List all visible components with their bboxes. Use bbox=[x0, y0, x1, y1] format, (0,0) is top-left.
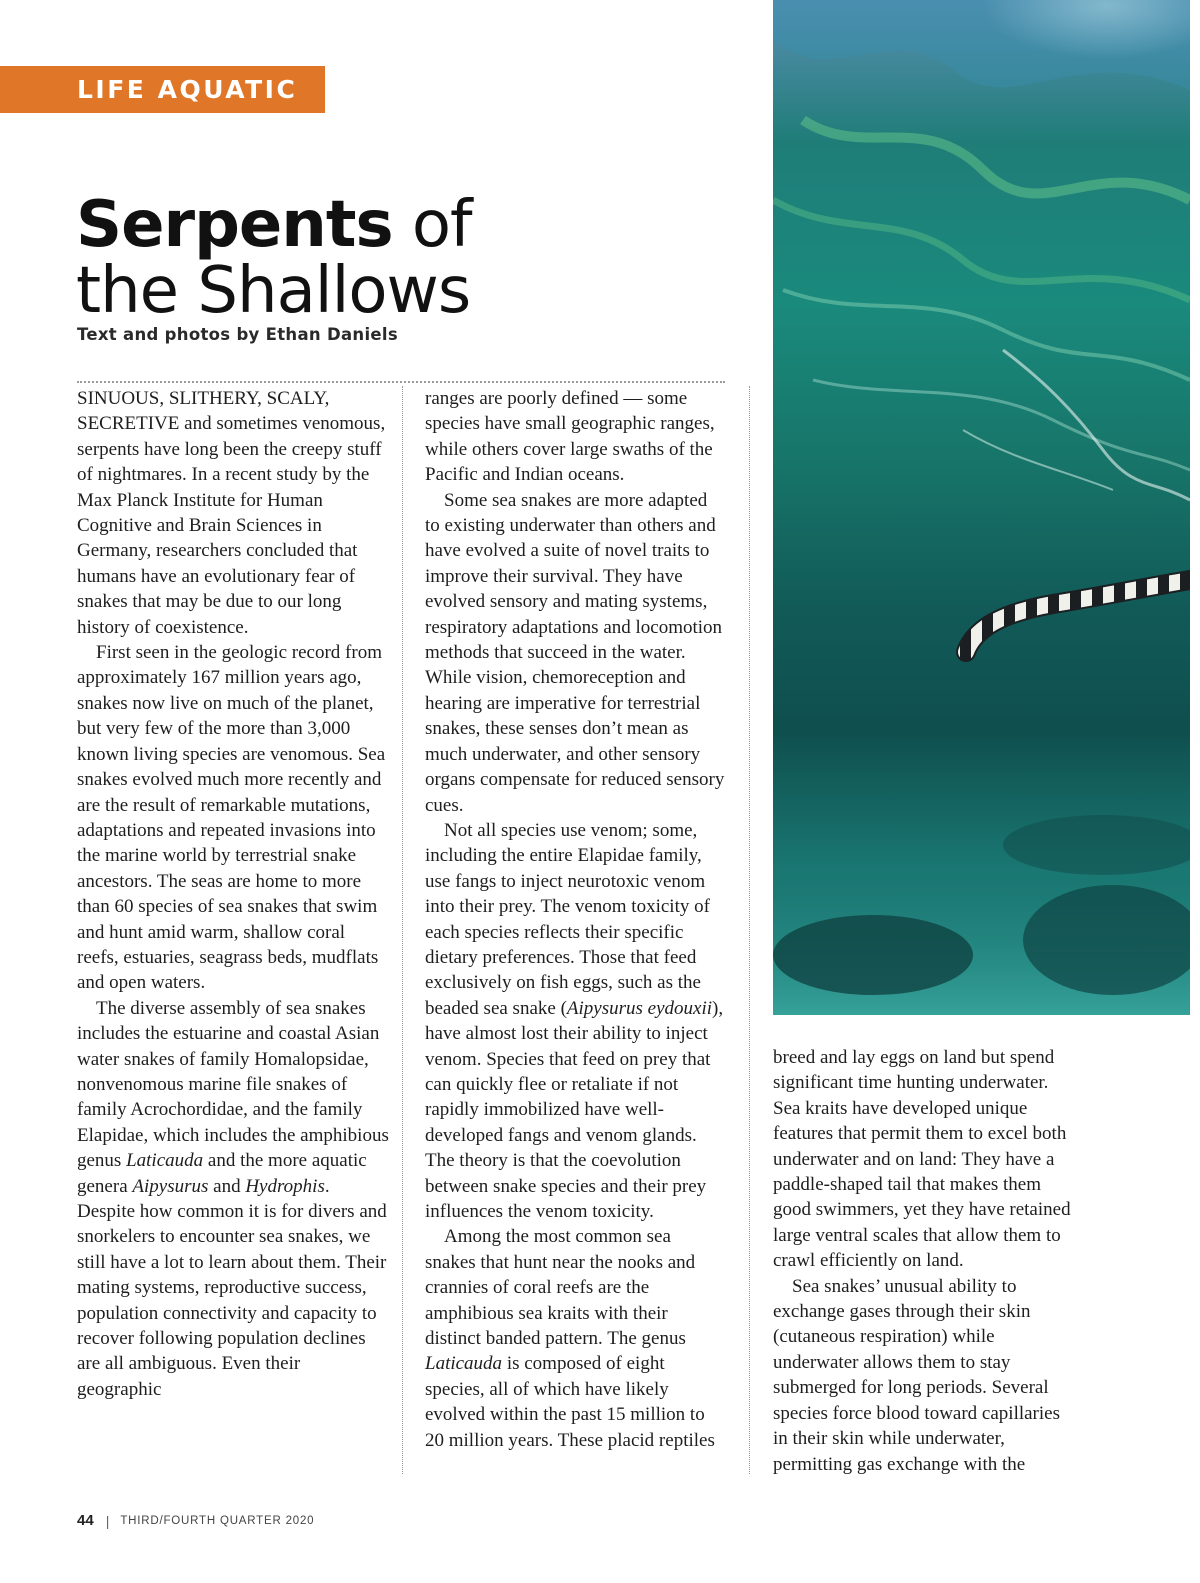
italic-term: Aipysurus eydouxii bbox=[566, 997, 713, 1019]
body-column-2 bbox=[425, 386, 725, 1453]
underwater-photo-illustration bbox=[773, 0, 1190, 1015]
text-run: Sea snakes’ unusual ability to exchange gases through their skin (cutaneous respiration) while underwater allows them to stay submerged for long periods. Several species force blood toward capillaries in their skin while underwater, permitting gas exchange with the bbox=[773, 1275, 1060, 1475]
text-run: Among the most common sea snakes that hunt near the nooks and crannies of coral reefs are the amphibious sea kraits with their distinct banded pattern. The genus bbox=[425, 1226, 696, 1350]
italic-term: Laticauda bbox=[126, 1150, 204, 1172]
paragraph bbox=[773, 1274, 1073, 1477]
column-divider-2 bbox=[749, 386, 750, 1474]
paragraph bbox=[77, 640, 389, 996]
paragraph bbox=[425, 488, 725, 818]
text-run: The diverse assembly of sea snakes includes the estuarine and coastal Asian water snakes of family Homalopsidae, nonvenomous marine file snakes of family Acrochordidae, and the family Elapidae, which includes the amphibious genus bbox=[77, 997, 389, 1172]
section-tag-label: LIFE AQUATIC bbox=[77, 75, 298, 104]
byline: Text and photos by Ethan Daniels bbox=[77, 325, 398, 344]
paragraph bbox=[425, 386, 725, 488]
body-column-3 bbox=[773, 1045, 1073, 1477]
text-run: breed and lay eggs on land but spend significant time hunting underwater. Sea kraits have developed unique features that permit them to excel both underwater and on land: They have a paddle-shaped tail that makes them good swimmers, yet they have retained large ventral scales that allow them to crawl efficiently on land. bbox=[773, 1047, 1071, 1272]
text-run: SINUOUS, SLITHERY, SCALY, SECRETIVE and sometimes venomous, serpents have long been the creepy stuff of nightmares. In a recent study by the Max Planck Institute for Human Cognitive and Brain Sciences in Germany, researchers concluded that humans have an evolutionary fear of snakes that may be due to our long history of coexistence. bbox=[77, 388, 386, 638]
title-bold-word: Serpents bbox=[76, 188, 393, 262]
italic-term: Hydrophis bbox=[245, 1175, 325, 1197]
issue-label: THIRD/FOURTH QUARTER 2020 bbox=[120, 1514, 315, 1527]
section-tag bbox=[0, 66, 325, 113]
paragraph bbox=[77, 386, 389, 640]
text-run: . Despite how common it is for divers and snorkelers to encounter sea snakes, we still have a lot to learn about them. Their mating systems, reproductive success, population connectivity and capacity to recover following population declines are all ambiguous. Even their geographic bbox=[77, 1175, 387, 1400]
footer-separator: | bbox=[105, 1512, 110, 1529]
page-number: 44 bbox=[77, 1512, 94, 1529]
header-divider bbox=[77, 381, 725, 383]
sea-krait-photo bbox=[773, 0, 1190, 1015]
column-divider-1 bbox=[402, 386, 403, 1474]
text-run: is composed of eight species, all of which have likely evolved within the past 15 million to 20 million years. These placid reptiles bbox=[425, 1353, 715, 1451]
text-run: and bbox=[208, 1175, 246, 1197]
text-run: and the more aquatic genera bbox=[77, 1150, 367, 1197]
italic-term: Laticauda bbox=[425, 1353, 503, 1375]
title-line-2: the Shallows bbox=[76, 254, 471, 328]
paragraph bbox=[77, 996, 389, 1403]
article-title bbox=[76, 188, 472, 328]
text-run: ranges are poorly defined — some species have small geographic ranges, while others cover large swaths of the Pacific and Indian oceans. bbox=[425, 388, 715, 486]
italic-term: Aipysurus bbox=[132, 1175, 209, 1197]
title-rest: of bbox=[392, 188, 472, 262]
body-column-1 bbox=[77, 386, 389, 1402]
text-run: ), have almost lost their ability to inject venom. Species that feed on prey that can quickly flee or retaliate if not rapidly immobilized have well-developed fangs and venom glands. The theory is that the coevolution between snake species and their prey influences the venom toxicity. bbox=[425, 997, 724, 1222]
text-run: Not all species use venom; some, including the entire Elapidae family, use fangs to inject neurotoxic venom into their prey. The venom toxicity of each species reflects their specific dietary preferences. Those that feed exclusively on fish eggs, such as the beaded sea snake ( bbox=[425, 819, 710, 1019]
paragraph bbox=[425, 1224, 725, 1453]
paragraph bbox=[425, 818, 725, 1225]
text-run: Some sea snakes are more adapted to existing underwater than others and have evolved a suite of novel traits to improve their survival. They have evolved sensory and mating systems, respiratory adaptations and locomotion methods that succeed in the water. While vision, chemoreception and hearing are imperative for terrestrial snakes, these senses don’t mean as much underwater, and other sensory organs compensate for reduced sensory cues. bbox=[425, 489, 725, 816]
paragraph bbox=[773, 1045, 1073, 1274]
page-footer bbox=[77, 1512, 314, 1529]
text-run: First seen in the geologic record from approximately 167 million years ago, snakes now live on much of the planet, but very few of the more than 3,000 known living species are venomous. Sea snakes evolved much more recently and are the result of remarkable mutations, adaptations and repeated invasions into the marine world by terrestrial snake ancestors. The seas are home to more than 60 species of sea snakes that swim and hunt amid warm, shallow coral reefs, estuaries, seagrass beds, mudflats and open waters. bbox=[77, 642, 386, 994]
